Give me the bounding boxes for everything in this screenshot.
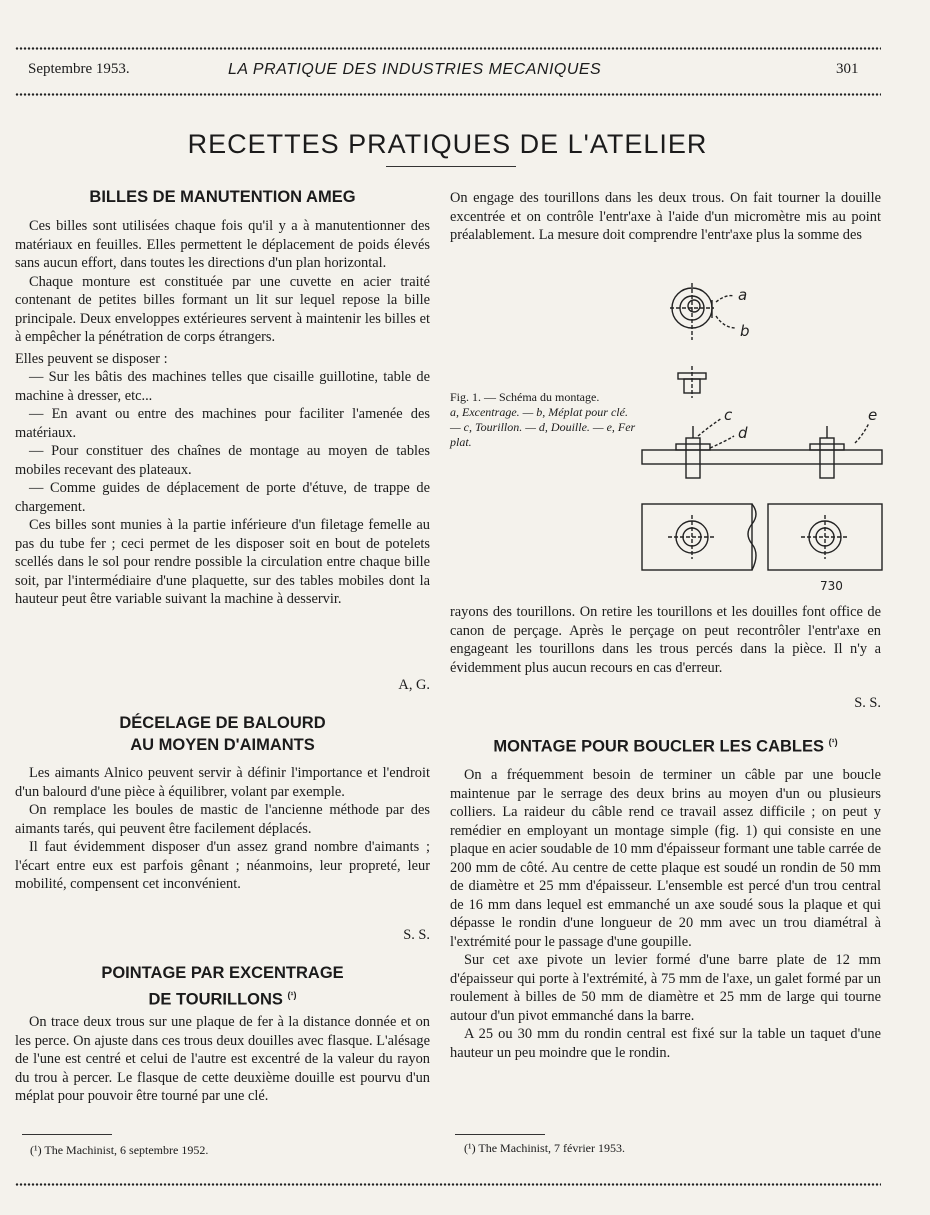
title-underline bbox=[386, 166, 516, 167]
figure-label-c: c bbox=[724, 406, 733, 424]
figure-label-a: a bbox=[738, 286, 748, 304]
paragraph: Les aimants Alnico peuvent servir à définir l'importance et l'endroit d'un balourd d'une pièce à équilibrer, volant par exemple. bbox=[15, 765, 430, 800]
paragraph: On a fréquemment besoin de terminer un câble par une boucle maintenue par le serrage des deux brins au moyen d'un ou plusieurs colliers. La raideur du câble rend ce travail assez difficile ; on peut y remédier en employant un montage simple (fig. 1) qui consiste en une plaque en acier soudable de 10 mm d'épaisseur formant une table carrée de 200 mm de côté. Au centre de cette plaque est soudé un rondin de 50 mm de diamètre et 25 mm d'épaisseur. L'ensemble est percé d'un trou central de 16 mm dans lequel est emmanché un axe soudé sous la plaque et qui dépasse le rondin d'une longueur de 20 mm avec un trou diamétral à l'extrémité pour le passage d'une goupille. bbox=[450, 767, 881, 950]
header-page-number: 301 bbox=[836, 61, 859, 77]
paragraph: On trace deux trous sur une plaque de fer à la distance donnée et on les perce. On ajuste dans ces trous deux douilles avec flasque. L'alésage de l'une est centré et celui de l'autre est excentré de la valeur du rayon du trou à percer. Le flasque de cette deuxième douille est pourvu d'un méplat pour pouvoir être tourné par une clé. bbox=[15, 1014, 430, 1104]
paragraph: Chaque monture est constituée par une cuvette en acier traité contenant de petites billes formant un lit sur lequel repose la bille principale. Deux enveloppes extérieures servent à maintenir les billes et à empêcher la pénétration de corps étrangers. bbox=[15, 273, 430, 345]
signature: S. S. bbox=[854, 695, 881, 711]
paragraph: On remplace les boules de mastic de l'ancienne méthode par des aimants tarés, qui peuvent être facilement déplacés. bbox=[15, 802, 430, 837]
section-title-decelage bbox=[15, 712, 430, 756]
paragraph: Ces billes sont utilisées chaque fois qu'il y a à manutentionner des matériaux en feuilles. Elles permettent le déplacement de poids élevés sans aucun effort, dans toutes les directions d'un plan horizontal. bbox=[15, 218, 430, 271]
section-body-montage bbox=[450, 766, 881, 1062]
header-dotted-rule-bottom bbox=[15, 93, 881, 96]
figure-caption-legend: a, Excentrage. — b, Méplat pour clé. — c, Tourillon. — d, Douille. — e, Fer plat. bbox=[450, 405, 636, 449]
paragraph: Elles peuvent se disposer : bbox=[15, 350, 168, 367]
footnote-left: (¹) The Machinist, 6 septembre 1952. bbox=[30, 1143, 209, 1157]
figure-label-d: d bbox=[738, 424, 748, 442]
header-dotted-rule-top bbox=[15, 47, 881, 50]
paragraph: On engage des tourillons dans les deux trous. On fait tourner la douille excentrée et on contrôle l'entr'axe à l'aide d'un micromètre mis au point préalablement. La mesure doit comprendre l'entr'axe plus la somme des bbox=[450, 190, 881, 243]
figure-label-b: b bbox=[740, 322, 750, 340]
title-line: POINTAGE PAR EXCENTRAGE bbox=[101, 964, 344, 982]
section-body-pointage-cont bbox=[450, 189, 881, 245]
figure-label-e: e bbox=[868, 406, 878, 424]
title-line: MONTAGE POUR BOUCLER LES CABLES bbox=[493, 737, 825, 756]
figure-schema-montage bbox=[640, 278, 885, 598]
section-body-pointage bbox=[15, 1013, 430, 1106]
title-line: AU MOYEN D'AIMANTS bbox=[130, 736, 315, 754]
section-body-pointage-end bbox=[450, 603, 881, 677]
list-item: — Sur les bâtis des machines telles que cisaille guillotine, table de machine à dresser, etc... bbox=[15, 369, 430, 404]
title-line: DE TOURILLONS bbox=[148, 990, 283, 1009]
footnote-marker: (¹) bbox=[287, 990, 297, 1000]
signature: S. S. bbox=[403, 927, 430, 943]
paragraph: Sur cet axe pivote un levier formé d'une barre plate de 12 mm d'épaisseur qui porte à l'extrémité, à 75 mm de l'axe, un galet formé par un roulement à billes de 50 mm de diamètre et 25 mm de large qui tourne autour d'un pivot emmanché dans la barre. bbox=[450, 952, 881, 1024]
footnote-rule bbox=[455, 1134, 545, 1135]
footnote-right: (¹) The Machinist, 7 février 1953. bbox=[464, 1141, 625, 1155]
footnote-marker: (¹) bbox=[828, 737, 838, 747]
title-line: DÉCELAGE DE BALOURD bbox=[119, 714, 326, 732]
section-body-decelage bbox=[15, 764, 430, 894]
list-item: — Comme guides de déplacement de porte d'étuve, de trappe de chargement. bbox=[15, 480, 430, 515]
section-title-billes: BILLES DE MANUTENTION AMEG bbox=[89, 188, 356, 206]
paragraph: rayons des tourillons. On retire les tourillons et les douilles font office de canon de perçage. Après le perçage on peut recontrôler l'entr'axe en engageant les tourillons dans les trous percés dans la pièce. Il n'y a évidemment plus aucun recours en cas d'erreur. bbox=[450, 604, 881, 676]
figure-ref-number: 730 bbox=[820, 579, 843, 593]
header-journal-title: LA PRATIQUE DES INDUSTRIES MECANIQUES bbox=[228, 61, 602, 78]
header-date: Septembre 1953. bbox=[28, 61, 130, 77]
figure-caption-title: Fig. 1. — Schéma du montage. bbox=[450, 390, 600, 404]
paragraph: Il faut évidemment disposer d'un assez grand nombre d'aimants ; l'écart entre eux est parfois gênant ; néanmoins, leur propreté, leur mobilité, compensent cet inconvénient. bbox=[15, 839, 430, 892]
paragraph: A 25 ou 30 mm du rondin central est fixé sur la table un taquet d'une hauteur un peu moindre que le rondin. bbox=[450, 1026, 881, 1061]
section-body-billes bbox=[15, 217, 430, 609]
figure-caption bbox=[450, 390, 636, 450]
paragraph: Ces billes sont munies à la partie inférieure d'un filetage femelle au pas du tube fer ; ceci permet de les disposer soit en bout de potelets scellés dans le sol pour rendre possible la circulation entre chaque bille soit, par l'intermédiaire d'une plaquette, sur des tables mobiles dont la hauteur peut être variable suivant la machine à desservir. bbox=[15, 517, 430, 607]
section-title-pointage bbox=[15, 962, 430, 1011]
list-item: — En avant ou entre des machines pour faciliter l'amenée des matériaux. bbox=[15, 406, 430, 441]
list-item: — Pour constituer des chaînes de montage au moyen de tables mobiles recevant des plateaux. bbox=[15, 443, 430, 478]
footnote-rule bbox=[22, 1134, 112, 1135]
section-title-montage bbox=[450, 731, 881, 758]
page-title: RECETTES PRATIQUES DE L'ATELIER bbox=[187, 129, 708, 159]
footer-dotted-rule bbox=[15, 1183, 881, 1186]
signature: A, G. bbox=[398, 677, 430, 693]
